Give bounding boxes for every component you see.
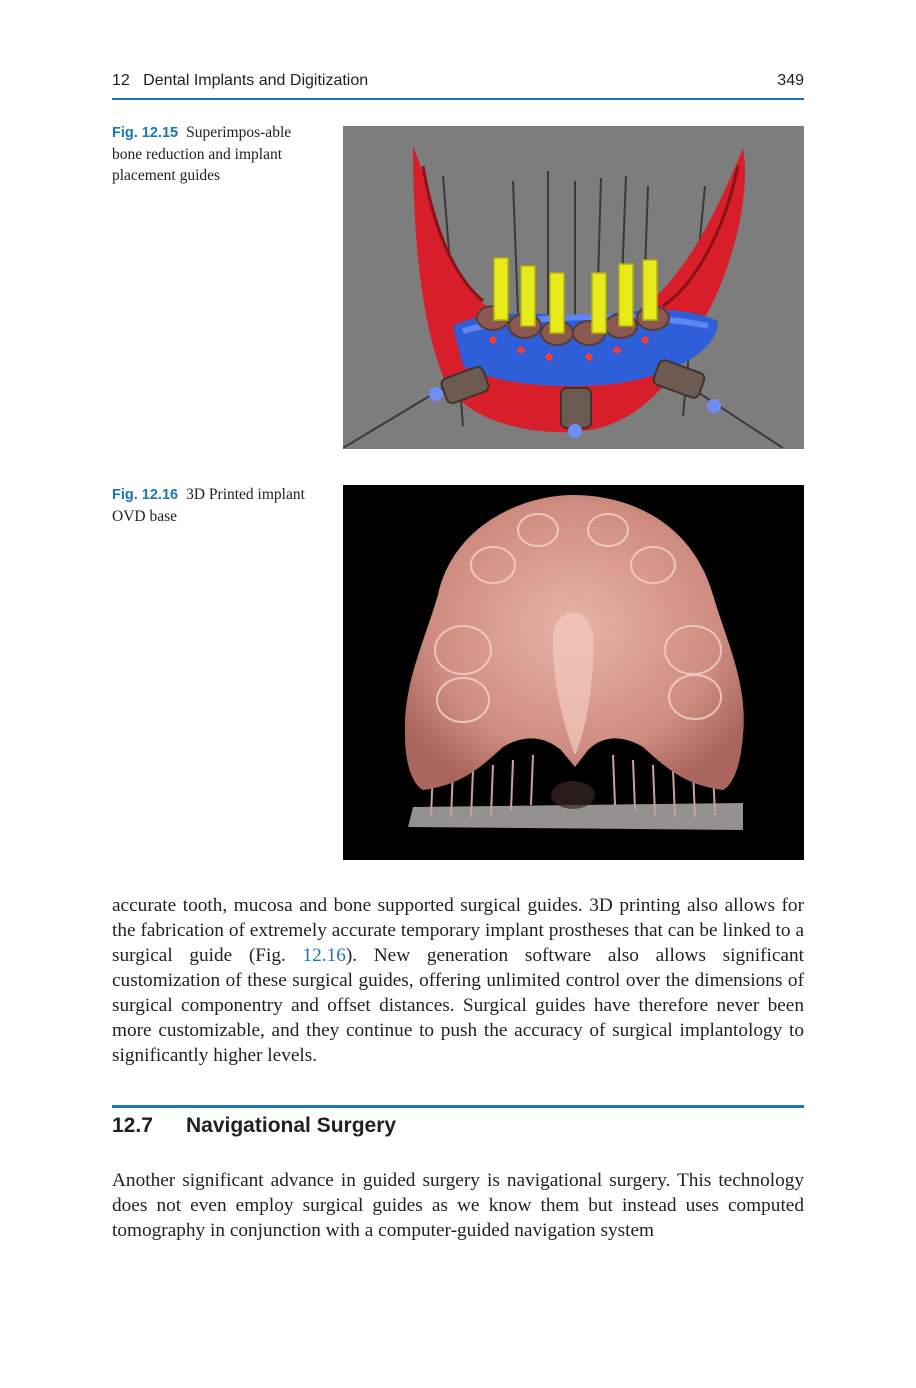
paragraph-text: accurate tooth, mucosa and bone supported surgical guides. 3D printing also allows for the fabrication of extremely accurate temporary implant prostheses that can be linked to a surgical guide (Fig.	[112, 895, 804, 966]
figure-label: Fig. 12.15	[112, 125, 179, 141]
section-rule	[112, 1105, 804, 1108]
section-heading	[112, 1114, 396, 1138]
chapter-title: 12 Dental Implants and Digitization	[112, 72, 369, 89]
figure-reference-link[interactable]: 12.16	[302, 945, 346, 966]
figure-12-16-image	[343, 485, 804, 860]
body-paragraph-1	[112, 893, 804, 1068]
printed-ovd-base-photo	[343, 485, 804, 860]
caption-text: 3D Printed implant OVD base	[112, 486, 305, 525]
page-number: 349	[777, 72, 804, 89]
caption-text: Superimpos-able bone reduction and implant placement guides	[112, 124, 292, 184]
figure-caption-12-15	[112, 122, 312, 186]
running-head	[112, 70, 804, 96]
section-number: 12.7	[112, 1114, 153, 1137]
implant-guide-render	[343, 126, 804, 449]
section-title: Navigational Surgery	[186, 1114, 397, 1137]
body-paragraph-2: Another significant advance in guided surgery is navigational surgery. This technology does not even employ surgical guides as we know them but instead uses computed tomography in conjunction with a computer-guided navigation system	[112, 1170, 804, 1241]
figure-caption-12-16	[112, 484, 312, 527]
figure-label: Fig. 12.16	[112, 487, 179, 503]
paragraph-text: ). New generation software also allows significant customization of these surgical guides, offering unlimited control over the dimensions of surgical componentry and offset distances. Surgical guides have therefore never been more customizable, and they continue to push the accuracy of surgical implantology to significantly higher levels.	[112, 945, 804, 1066]
figure-12-15-image	[343, 126, 804, 449]
header-rule	[112, 98, 804, 100]
